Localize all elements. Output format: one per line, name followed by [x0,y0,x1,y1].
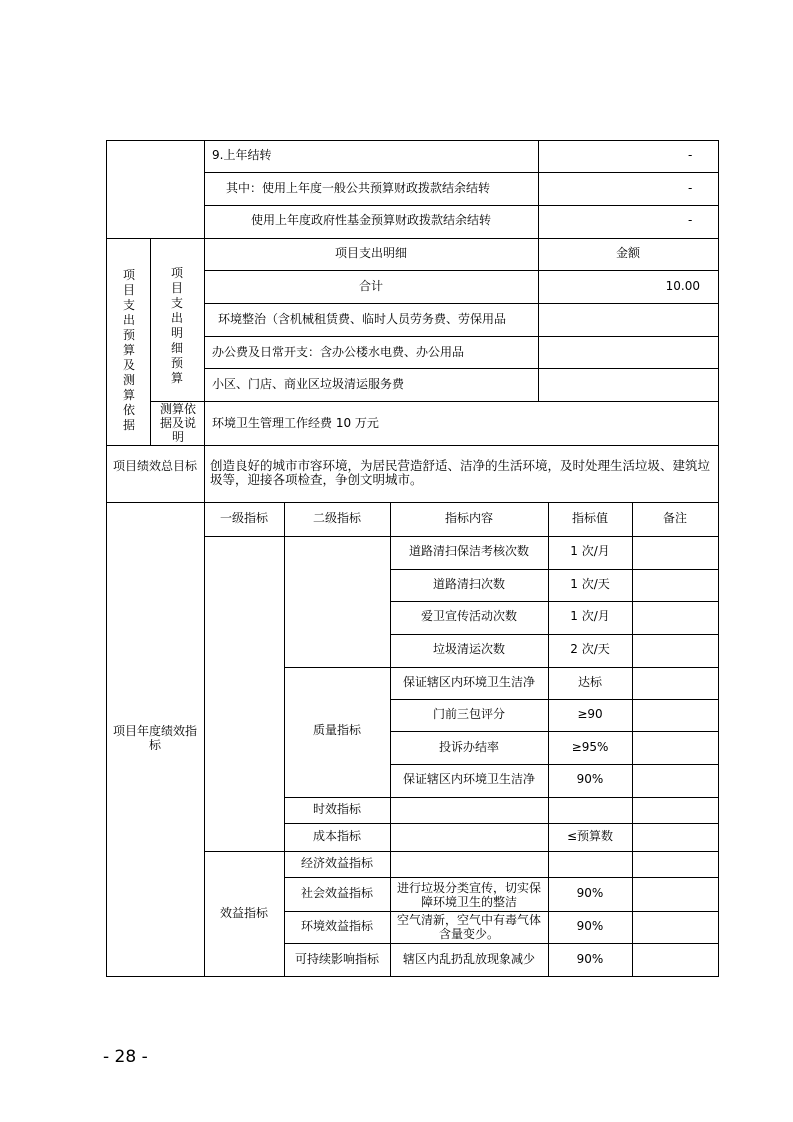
col-item-header: 项目支出明细 [334,246,408,260]
budget-detail-label [166,266,188,386]
benefit-name: 社会效益指标 [300,886,374,900]
vertical-char: 目 [170,281,183,295]
total-label: 合计 [358,279,384,293]
benefit-name: 可持续影响指标 [294,952,380,966]
vertical-char: 据 [122,418,135,432]
vertical-char: 项 [122,268,135,282]
indicator-value: 1 次/月 [570,609,610,623]
vertical-char: 预 [170,356,183,370]
budget-section-label [118,268,140,433]
indicator-content: 垃圾清运次数 [432,642,506,656]
budget-item: 环境整治（含机械租赁费、临时人员劳务费、劳保用品 [218,312,507,326]
carryover-row1-value: - [688,148,693,162]
indicator-content: 爱卫宣传活动次数 [420,609,518,623]
total-value: 10.00 [665,279,700,293]
indicator-value: 2 次/天 [570,642,610,656]
header-remark: 备注 [662,511,688,525]
page-number: - 28 - [103,1047,148,1067]
carryover-row3-value: - [688,213,693,227]
vertical-char: 细 [170,341,183,355]
performance-section-label: 项目年度绩效指标 [112,724,197,752]
carryover-row2-label: 其中：使用上年度一般公共预算财政拨款结余结转 [226,181,491,195]
vertical-char: 支 [170,296,183,310]
carryover-row2-value: - [688,181,693,195]
benefit-value: 90% [576,919,604,933]
header-value: 指标值 [571,511,609,525]
vertical-char: 明 [170,326,183,340]
budget-item: 小区、门店、商业区垃圾清运服务费 [212,377,405,391]
header-level2: 二级指标 [312,511,362,525]
cost-value: ≤预算数 [566,829,614,843]
benefit-name: 环境效益指标 [300,919,374,933]
indicator-content: 保证辖区内环境卫生洁净 [402,675,536,689]
vertical-char: 算 [122,388,135,402]
basis-label: 测算依据及说明 [159,402,196,444]
benefit-value: 90% [576,886,604,900]
carryover-row1-label: 9.上年结转 [212,148,272,162]
vertical-char: 项 [170,266,183,280]
vertical-char: 测 [122,373,135,387]
vertical-char: 出 [170,311,183,325]
benefit-content: 辖区内乱扔乱放现象减少 [402,952,536,966]
col-amount-header: 金额 [615,246,641,260]
quality-label: 质量指标 [312,723,362,737]
header-content: 指标内容 [444,511,494,525]
vertical-char: 算 [170,371,183,385]
indicator-value: 达标 [577,675,603,689]
indicator-content: 保证辖区内环境卫生洁净 [402,772,536,786]
indicator-value: 1 次/天 [570,577,610,591]
cost-label: 成本指标 [312,829,362,843]
benefit-name: 经济效益指标 [300,856,374,870]
vertical-char: 依 [122,403,135,417]
benefit-value: 90% [576,952,604,966]
vertical-char: 支 [122,298,135,312]
indicator-value: 90% [576,772,604,786]
indicator-value: 1 次/月 [570,544,610,558]
vertical-char: 出 [122,313,135,327]
budget-item: 办公费及日常开支：含办公楼水电费、办公用品 [212,345,465,359]
benefit-content: 进行垃圾分类宣传，切实保障环境卫生的整洁 [396,881,541,909]
indicator-content: 投诉办结率 [438,740,500,754]
header-level1: 一级指标 [219,511,269,525]
indicator-value: ≥90 [577,707,603,721]
carryover-row3-label: 使用上年度政府性基金预算财政拨款结余结转 [251,213,492,227]
goal-text: 创造良好的城市市容环境，为居民营造舒适、洁净的生活环境，及时处理生活垃圾、建筑垃圾等，迎接各项检查，争创文明城市。 [210,458,711,487]
vertical-char: 预 [122,328,135,342]
vertical-char: 目 [122,283,135,297]
goal-label: 项目绩效总目标 [112,459,197,473]
indicator-content: 道路清扫保洁考核次数 [408,544,530,558]
vertical-char: 及 [122,358,135,372]
vertical-char: 算 [122,343,135,357]
benefit-label: 效益指标 [219,906,269,920]
indicator-content: 道路清扫次数 [432,577,506,591]
benefit-content: 空气清新，空气中有毒气体含量变少。 [396,913,541,941]
basis-text: 环境卫生管理工作经费 10 万元 [212,416,379,430]
indicator-value: ≥95% [571,740,609,754]
timeliness-label: 时效指标 [312,802,362,816]
indicator-content: 门前三包评分 [432,707,506,721]
